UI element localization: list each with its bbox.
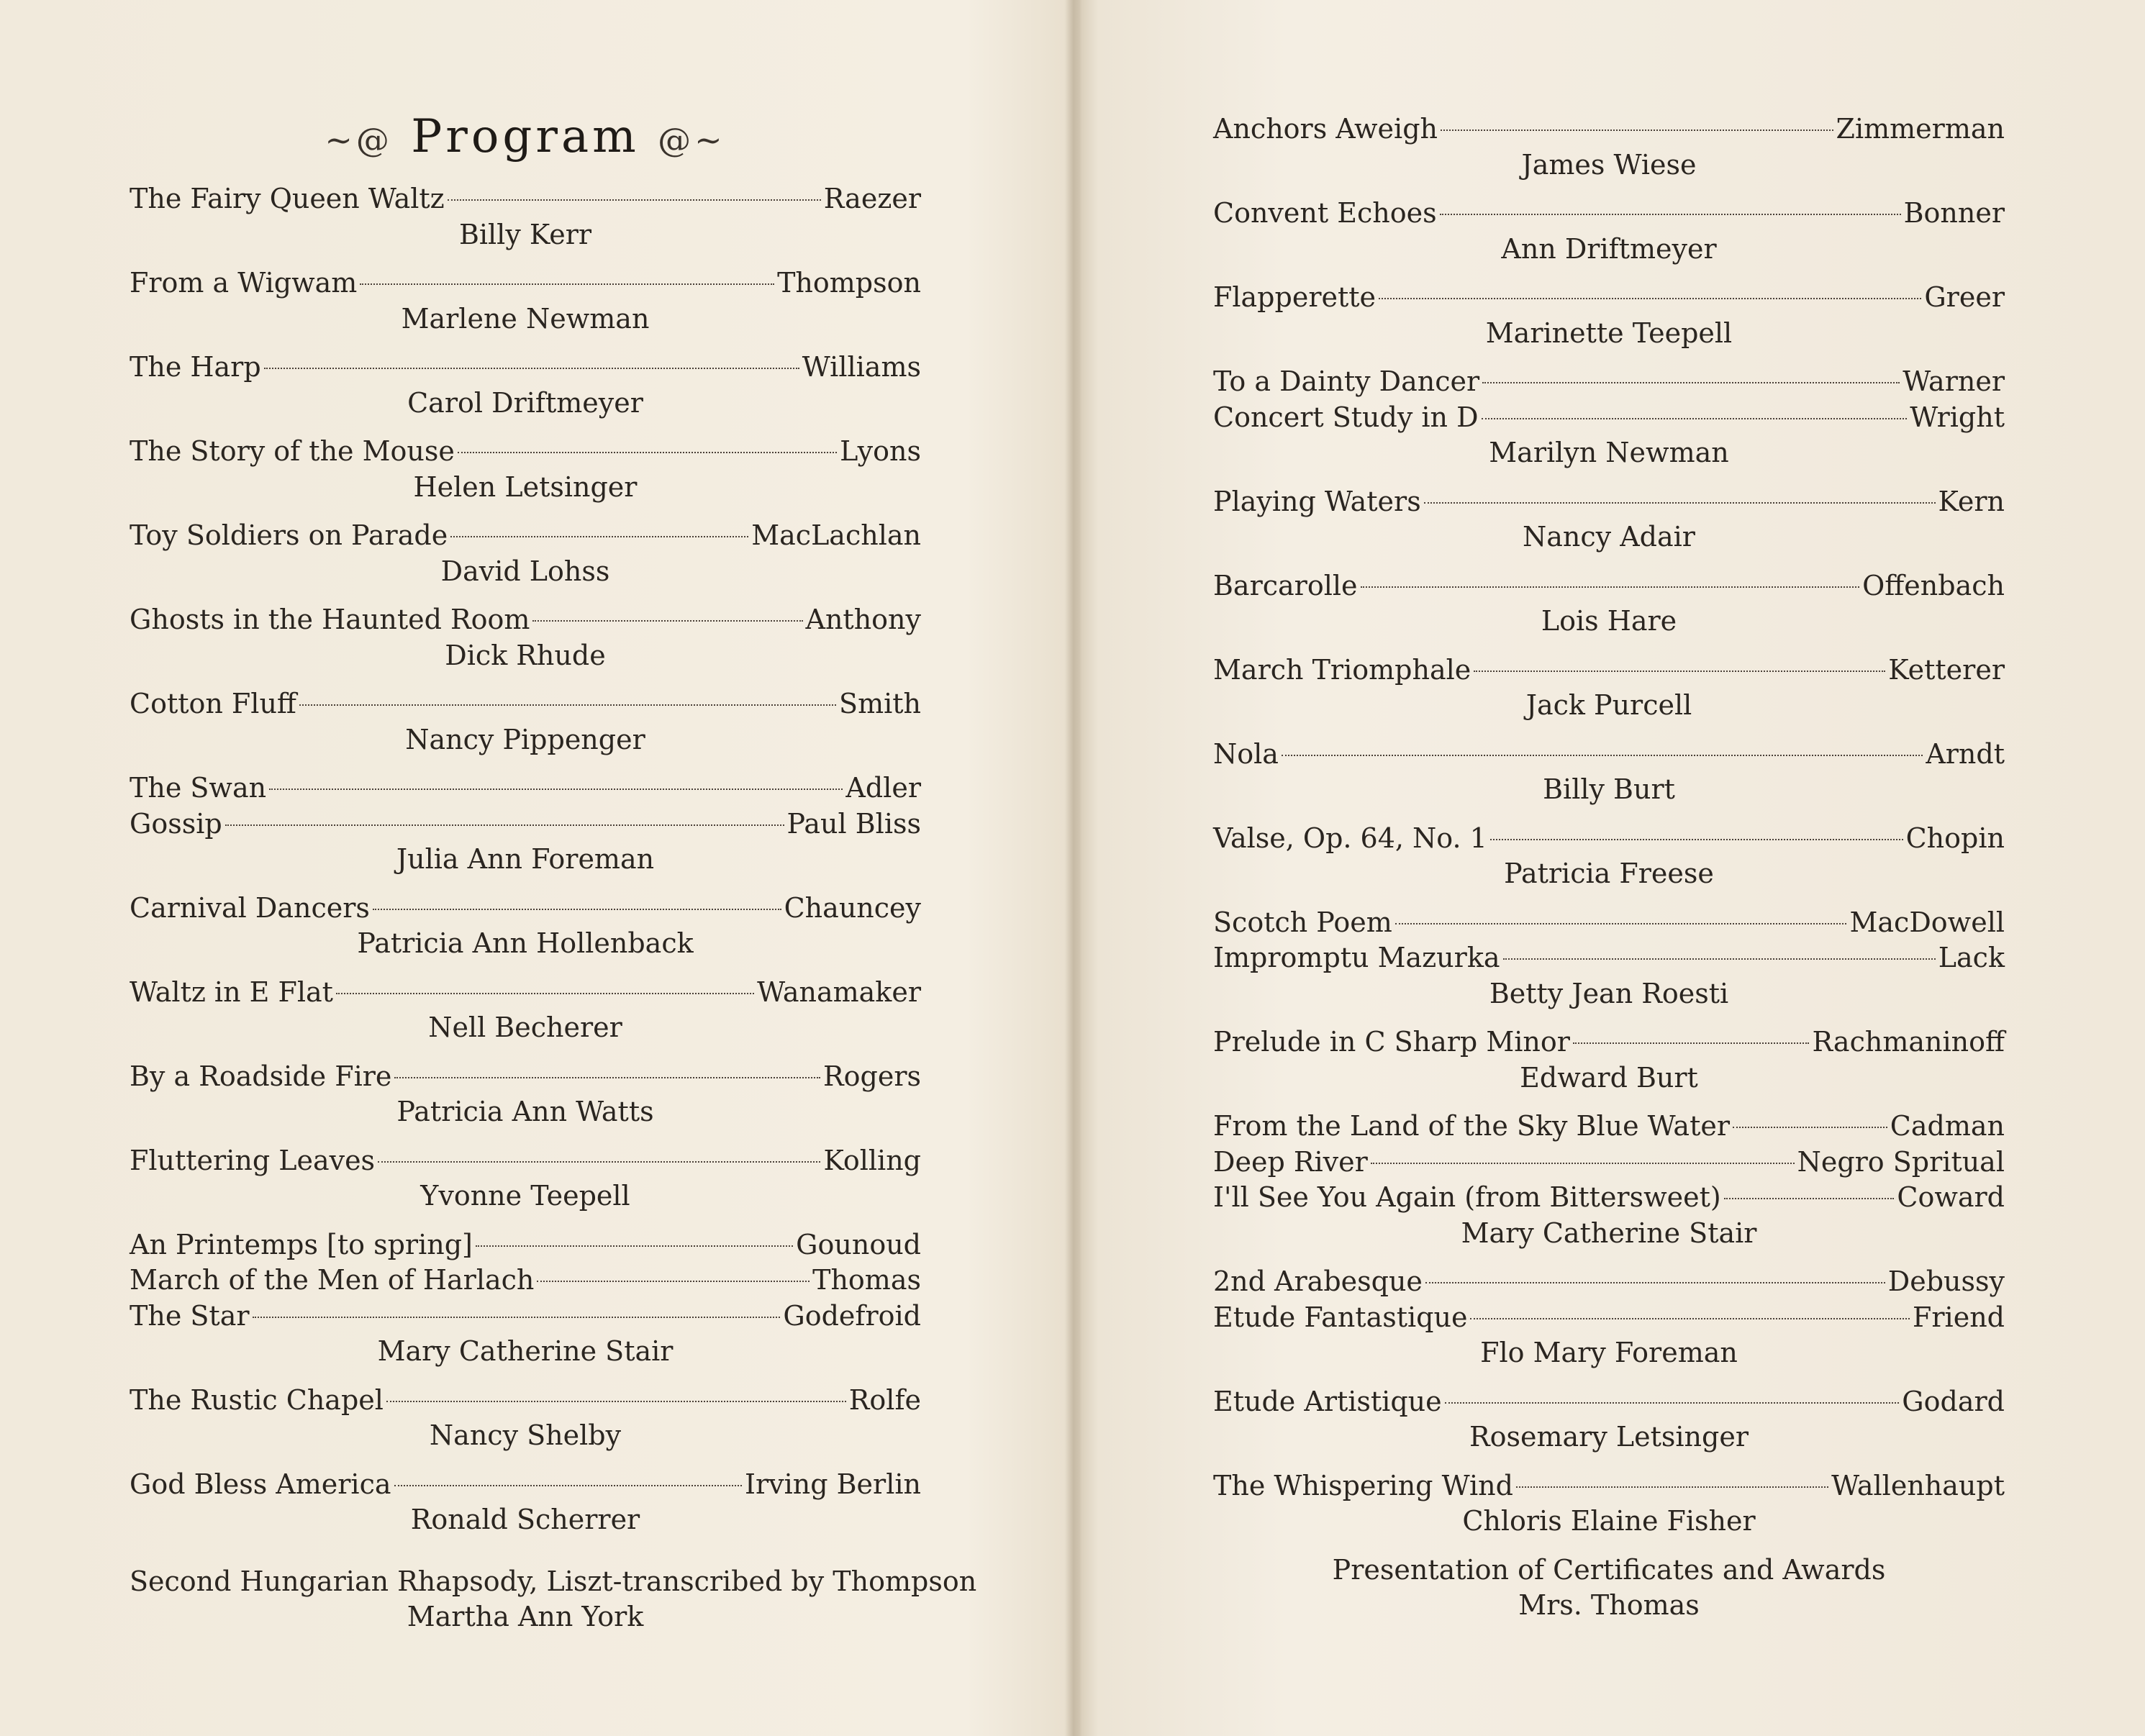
piece-title: God Bless America bbox=[130, 1468, 391, 1500]
piece-row bbox=[130, 1467, 921, 1503]
performer-name: Dick Rhude bbox=[445, 639, 606, 671]
piece-row bbox=[1213, 1264, 2005, 1300]
piece-row bbox=[1213, 1109, 2005, 1145]
dot-leader bbox=[394, 1485, 742, 1486]
program-entry bbox=[130, 602, 921, 673]
program-entry bbox=[130, 771, 921, 878]
performer-name: Lois Hare bbox=[1541, 605, 1677, 637]
left-program-list bbox=[130, 181, 977, 1635]
composer-name: Debussy bbox=[1887, 1265, 2005, 1297]
entry-spacer bbox=[130, 421, 921, 434]
entry-spacer bbox=[1213, 1371, 2005, 1384]
piece-title: Waltz in E Flat bbox=[130, 976, 333, 1008]
dot-leader bbox=[1516, 1486, 1828, 1488]
program-entry bbox=[130, 1059, 921, 1130]
composer-name: Zimmerman bbox=[1836, 113, 2005, 145]
dot-leader bbox=[1395, 923, 1847, 924]
piece-title: Cotton Fluff bbox=[130, 688, 296, 719]
program-entry bbox=[130, 1467, 921, 1538]
piece-row bbox=[130, 350, 921, 386]
right-program-list bbox=[1213, 112, 2005, 1624]
piece-title: Nola bbox=[1213, 737, 1279, 770]
composer-name: Chopin bbox=[1905, 822, 2005, 854]
performer-name: Ronald Scherrer bbox=[410, 1504, 640, 1535]
entry-spacer bbox=[1213, 640, 2005, 653]
piece-row bbox=[1213, 821, 2005, 857]
dot-leader bbox=[1371, 1163, 1795, 1164]
program-entry bbox=[1213, 568, 2005, 640]
closing-line: Presentation of Certificates and Awards bbox=[1332, 1553, 1886, 1586]
piece-row bbox=[130, 686, 921, 722]
piece-row bbox=[130, 771, 921, 806]
entry-spacer bbox=[1213, 471, 2005, 484]
performer-name: Nell Becherer bbox=[428, 1012, 622, 1043]
dot-leader bbox=[253, 1317, 781, 1318]
performer-name: Ann Driftmeyer bbox=[1501, 232, 1717, 265]
dot-leader bbox=[386, 1401, 846, 1402]
performer-name: Helen Letsinger bbox=[413, 471, 638, 503]
piece-row bbox=[130, 1299, 921, 1335]
dot-leader bbox=[476, 1245, 793, 1247]
piece-title: Convent Echoes bbox=[1213, 197, 1437, 229]
performer-name: James Wiese bbox=[1521, 148, 1697, 181]
performer-name: Carol Driftmeyer bbox=[407, 386, 643, 419]
dot-leader bbox=[225, 824, 784, 826]
piece-title: To a Dainty Dancer bbox=[1213, 365, 1480, 397]
program-entry bbox=[1213, 737, 2005, 808]
piece-title: The Story of the Mouse bbox=[130, 435, 455, 467]
piece-row bbox=[1213, 1468, 2005, 1504]
piece-title: Etude Fantastique bbox=[1213, 1301, 1468, 1333]
dot-leader bbox=[1733, 1127, 1887, 1128]
piece-title: An Printemps [to spring] bbox=[130, 1228, 473, 1260]
entry-spacer bbox=[130, 1454, 921, 1467]
piece-row bbox=[130, 518, 921, 554]
piece-row bbox=[1213, 1145, 2005, 1181]
piece-row bbox=[130, 1059, 921, 1095]
composer-name: Kolling bbox=[823, 1144, 921, 1176]
dot-leader bbox=[1425, 1282, 1885, 1283]
program-entry bbox=[1213, 1264, 2005, 1371]
program-entry bbox=[130, 891, 921, 962]
performer-name: Mary Catherine Stair bbox=[377, 1335, 674, 1367]
piece-row bbox=[130, 265, 921, 301]
piece-row bbox=[1213, 196, 2005, 232]
piece-row bbox=[130, 1143, 921, 1179]
entry-spacer bbox=[130, 962, 921, 975]
performer-name: Chloris Elaine Fisher bbox=[1462, 1505, 1756, 1537]
composer-name: Wright bbox=[1910, 401, 2005, 433]
dot-leader bbox=[537, 1281, 810, 1282]
right-page bbox=[1075, 0, 2145, 1736]
program-entry bbox=[1213, 112, 2005, 183]
piece-row bbox=[1213, 568, 2005, 604]
entry-spacer bbox=[130, 1538, 921, 1551]
piece-row bbox=[130, 434, 921, 470]
closing-line: Second Hungarian Rhapsody, Liszt-transcribed by Thompson bbox=[130, 1565, 977, 1597]
performer-name: Billy Kerr bbox=[458, 218, 592, 250]
piece-row bbox=[1213, 280, 2005, 316]
piece-row bbox=[130, 806, 921, 842]
piece-title: 2nd Arabesque bbox=[1213, 1265, 1423, 1297]
piece-row bbox=[130, 1263, 921, 1299]
dot-leader bbox=[1424, 502, 1936, 504]
piece-title: Gossip bbox=[130, 807, 222, 840]
dot-leader bbox=[1440, 214, 1901, 215]
performer-name: Patricia Ann Hollenback bbox=[357, 927, 694, 959]
entry-spacer bbox=[130, 1214, 921, 1227]
program-entry bbox=[130, 1227, 921, 1370]
composer-name: Adler bbox=[845, 772, 921, 804]
piece-row bbox=[130, 602, 921, 638]
composer-name: Bonner bbox=[1903, 197, 2005, 229]
performer-name: Edward Burt bbox=[1520, 1061, 1698, 1094]
piece-title: Playing Waters bbox=[1213, 485, 1421, 517]
piece-row bbox=[1213, 653, 2005, 689]
left-ornament: ~@ bbox=[325, 120, 393, 160]
performer-name: Patricia Ann Watts bbox=[396, 1096, 654, 1127]
piece-row bbox=[1213, 1300, 2005, 1336]
entry-spacer bbox=[1213, 555, 2005, 568]
composer-name: Arndt bbox=[1926, 737, 2005, 770]
program-entry bbox=[1213, 653, 2005, 724]
dot-leader bbox=[264, 368, 799, 369]
piece-title: Toy Soldiers on Parade bbox=[130, 519, 448, 551]
left-page bbox=[0, 0, 1072, 1736]
piece-title: I'll See You Again (from Bittersweet) bbox=[1213, 1181, 1721, 1213]
piece-title: Flapperette bbox=[1213, 281, 1376, 313]
composer-name: Greer bbox=[1924, 281, 2005, 313]
program-entry bbox=[1213, 484, 2005, 555]
performer-name: David Lohss bbox=[440, 555, 610, 587]
composer-name: Thomas bbox=[812, 1264, 921, 1296]
composer-name: Cadman bbox=[1890, 1110, 2005, 1142]
program-entry bbox=[1213, 1109, 2005, 1251]
entry-spacer bbox=[1213, 892, 2005, 905]
piece-title: Ghosts in the Haunted Room bbox=[130, 604, 530, 635]
entry-spacer bbox=[1213, 183, 2005, 196]
dot-leader bbox=[299, 704, 836, 706]
composer-name: Gounoud bbox=[796, 1228, 921, 1260]
piece-title: March Triomphale bbox=[1213, 653, 1471, 686]
composer-name: Kern bbox=[1938, 485, 2005, 517]
entry-spacer bbox=[130, 673, 921, 686]
dot-leader bbox=[1474, 671, 1885, 672]
composer-name: Paul Bliss bbox=[786, 807, 921, 840]
performer-name: Marilyn Newman bbox=[1489, 437, 1729, 468]
piece-title: The Swan bbox=[130, 772, 267, 804]
program-entry bbox=[130, 518, 921, 589]
dot-leader bbox=[1724, 1198, 1895, 1199]
dot-leader bbox=[394, 1077, 820, 1078]
dot-leader bbox=[1573, 1042, 1810, 1044]
dot-leader bbox=[1445, 1402, 1900, 1404]
dot-leader bbox=[360, 283, 774, 285]
composer-name: Ketterer bbox=[1888, 653, 2005, 686]
dot-leader bbox=[532, 620, 802, 622]
composer-name: Godefroid bbox=[783, 1299, 921, 1332]
composer-name: Raezer bbox=[823, 183, 921, 214]
piece-title: Anchors Aweigh bbox=[1213, 113, 1438, 145]
composer-name: Offenbach bbox=[1862, 569, 2005, 601]
dot-leader bbox=[1503, 958, 1936, 960]
program-entry bbox=[130, 1383, 921, 1454]
composer-name: Godard bbox=[1902, 1385, 2005, 1417]
piece-title: March of the Men of Harlach bbox=[130, 1264, 535, 1296]
composer-name: MacDowell bbox=[1849, 906, 2005, 938]
piece-row bbox=[130, 1383, 921, 1419]
closing-performer: Martha Ann York bbox=[407, 1601, 644, 1632]
piece-title: Etude Artistique bbox=[1213, 1385, 1442, 1417]
composer-name: Anthony bbox=[805, 604, 921, 635]
performer-name: Julia Ann Foreman bbox=[396, 843, 655, 875]
dot-leader bbox=[269, 789, 843, 790]
piece-row bbox=[1213, 364, 2005, 400]
performer-name: Nancy Shelby bbox=[429, 1419, 622, 1451]
dot-leader bbox=[1361, 586, 1860, 588]
composer-name: Chauncey bbox=[784, 891, 921, 924]
performer-name: Marinette Teepell bbox=[1485, 317, 1733, 349]
composer-name: Friend bbox=[1913, 1301, 2005, 1333]
entry-spacer bbox=[130, 758, 921, 771]
closing-performer: Mrs. Thomas bbox=[1518, 1589, 1700, 1621]
program-entry bbox=[130, 434, 921, 505]
dot-leader bbox=[1482, 382, 1900, 383]
entry-spacer bbox=[1213, 1012, 2005, 1024]
dot-leader bbox=[378, 1161, 820, 1163]
program-entry bbox=[1213, 364, 2005, 471]
dot-leader bbox=[458, 452, 837, 453]
dot-leader bbox=[448, 199, 821, 201]
piece-row bbox=[130, 975, 921, 1011]
piece-title: The Star bbox=[130, 1299, 250, 1332]
piece-row bbox=[130, 1227, 921, 1263]
program-title-text: Program bbox=[411, 110, 640, 163]
performer-name: Jack Purcell bbox=[1525, 689, 1692, 721]
piece-title: Impromptu Mazurka bbox=[1213, 942, 1500, 973]
program-entry bbox=[1213, 1024, 2005, 1096]
entry-spacer bbox=[1213, 1455, 2005, 1468]
entry-spacer bbox=[1213, 351, 2005, 364]
entry-spacer bbox=[130, 1551, 921, 1564]
piece-title: Carnival Dancers bbox=[130, 891, 370, 924]
performer-name: Mary Catherine Stair bbox=[1461, 1217, 1757, 1249]
piece-title: Concert Study in D bbox=[1213, 401, 1479, 433]
piece-title: The Whispering Wind bbox=[1213, 1469, 1513, 1501]
performer-name: Yvonne Teepell bbox=[420, 1180, 630, 1212]
piece-title: By a Roadside Fire bbox=[130, 1060, 392, 1092]
composer-name: MacLachlan bbox=[751, 519, 921, 551]
piece-title: Barcarolle bbox=[1213, 569, 1358, 601]
piece-row bbox=[1213, 737, 2005, 773]
piece-row bbox=[1213, 1180, 2005, 1216]
composer-name: Thompson bbox=[777, 267, 921, 299]
piece-title: Valse, Op. 64, No. 1 bbox=[1213, 822, 1487, 854]
piece-title: From a Wigwam bbox=[130, 267, 358, 299]
composer-name: Lyons bbox=[840, 435, 921, 467]
composer-name: Rachmaninoff bbox=[1812, 1026, 2005, 1058]
program-entry bbox=[1213, 196, 2005, 267]
dot-leader bbox=[1441, 129, 1833, 131]
entry-spacer bbox=[1213, 724, 2005, 737]
entry-spacer bbox=[1213, 1540, 2005, 1553]
dot-leader bbox=[450, 536, 748, 537]
program-entry bbox=[130, 265, 921, 337]
piece-row bbox=[1213, 940, 2005, 976]
piece-title: Deep River bbox=[1213, 1145, 1368, 1178]
entry-spacer bbox=[130, 878, 921, 891]
entry-spacer bbox=[130, 505, 921, 518]
program-entry bbox=[1213, 1384, 2005, 1455]
composer-name: Irving Berlin bbox=[744, 1468, 921, 1500]
dot-leader bbox=[1379, 298, 1921, 299]
performer-name: Patricia Freese bbox=[1504, 858, 1714, 889]
entry-spacer bbox=[1213, 808, 2005, 821]
piece-title: From the Land of the Sky Blue Water bbox=[1213, 1110, 1730, 1142]
composer-name: Rolfe bbox=[848, 1383, 921, 1416]
performer-name: Billy Burt bbox=[1543, 773, 1675, 805]
program-entry bbox=[1213, 905, 2005, 1012]
composer-name: Coward bbox=[1897, 1181, 2005, 1213]
entry-spacer bbox=[130, 1046, 921, 1059]
performer-name: Rosemary Letsinger bbox=[1469, 1421, 1749, 1453]
dot-leader bbox=[373, 909, 781, 910]
composer-name: Lack bbox=[1938, 942, 2005, 973]
composer-name: Wallenhaupt bbox=[1831, 1469, 2005, 1501]
dot-leader bbox=[1282, 755, 1923, 756]
composer-name: Williams bbox=[802, 351, 921, 383]
piece-row bbox=[1213, 905, 2005, 941]
dot-leader bbox=[336, 993, 754, 994]
piece-title: Prelude in C Sharp Minor bbox=[1213, 1026, 1570, 1058]
entry-spacer bbox=[130, 1370, 921, 1383]
program-entry bbox=[130, 686, 921, 758]
program-entry bbox=[130, 1143, 921, 1214]
composer-name: Smith bbox=[839, 688, 921, 719]
piece-row bbox=[1213, 1384, 2005, 1420]
dot-leader bbox=[1482, 418, 1908, 419]
program-entry bbox=[130, 181, 921, 253]
piece-title: The Fairy Queen Waltz bbox=[130, 183, 445, 214]
entry-spacer bbox=[1213, 1251, 2005, 1264]
performer-name: Betty Jean Roesti bbox=[1489, 977, 1729, 1009]
piece-row bbox=[130, 891, 921, 927]
performer-name: Nancy Adair bbox=[1523, 521, 1695, 553]
entry-spacer bbox=[130, 1130, 921, 1143]
composer-name: Wanamaker bbox=[757, 976, 921, 1008]
piece-row bbox=[1213, 400, 2005, 436]
entry-spacer bbox=[1213, 267, 2005, 280]
program-entry bbox=[1213, 280, 2005, 351]
program-entry bbox=[1213, 821, 2005, 892]
composer-name: Rogers bbox=[823, 1060, 921, 1092]
entry-spacer bbox=[130, 337, 921, 350]
piece-title: Fluttering Leaves bbox=[130, 1144, 376, 1176]
program-title bbox=[130, 104, 921, 173]
piece-title: The Rustic Chapel bbox=[130, 1383, 384, 1416]
piece-title: The Harp bbox=[130, 351, 261, 383]
composer-name: Warner bbox=[1903, 365, 2005, 397]
dot-leader bbox=[1490, 839, 1903, 840]
entry-spacer bbox=[1213, 1096, 2005, 1109]
program-entry bbox=[130, 350, 921, 421]
program-entry bbox=[130, 975, 921, 1046]
performer-name: Flo Mary Foreman bbox=[1480, 1337, 1738, 1368]
performer-name: Marlene Newman bbox=[401, 302, 650, 335]
piece-row bbox=[130, 181, 921, 217]
piece-row bbox=[1213, 1024, 2005, 1060]
composer-name: Negro Spritual bbox=[1797, 1145, 2005, 1178]
program-entry bbox=[1213, 1468, 2005, 1540]
piece-row bbox=[1213, 112, 2005, 147]
entry-spacer bbox=[130, 589, 921, 602]
right-ornament: @~ bbox=[658, 120, 726, 160]
piece-title: Scotch Poem bbox=[1213, 906, 1392, 938]
performer-name: Nancy Pippenger bbox=[405, 723, 645, 755]
piece-row bbox=[1213, 484, 2005, 520]
entry-spacer bbox=[130, 253, 921, 265]
dot-leader bbox=[1470, 1318, 1910, 1319]
